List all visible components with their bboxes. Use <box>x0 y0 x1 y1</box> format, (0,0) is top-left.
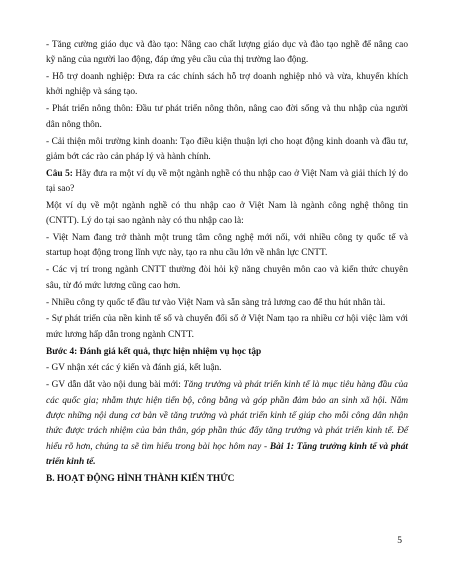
step4-line1: - GV nhận xét các ý kiến và đánh giá, kết luận. <box>46 363 222 374</box>
section-b-heading: B. HOẠT ĐỘNG HÌNH THÀNH KIẾN THỨC <box>46 473 235 484</box>
bullet-rural-development: - Phát triển nông thôn: Đầu tư phát triển nông thôn, nâng cao đời sống và thu nhập của người dân nông thôn. <box>46 104 408 130</box>
step4-line2-prefix: - GV dẫn dắt vào nội dung bài mới: <box>46 380 184 391</box>
answer-intro: Một ví dụ về một ngành nghề có thu nhập cao ở Việt Nam là ngành công nghệ thông tin (CNTT). Lý do tại sao ngành này có thu nhập cao là: <box>46 200 408 227</box>
step4-line2-italic: Tăng trưởng và phát triển kinh tế là mục tiêu hàng đầu của các quốc gia; nhằm thực hiện tiến bộ, công bằng và góp phần đảm bảo an sinh xã hội. Nắm được những nội dung cơ bản về tăng trưởng và phát triển kinh tế giúp cho mỗi công dân nhận thức được trách nhiệm của bản thân, góp phần thúc đẩy tăng trưởng và phát triển kinh tế. Để hiểu rõ hơn, chúng ta sẽ tìm hiểu trong bài học hôm nay - <box>46 380 408 452</box>
page-content <box>46 38 408 489</box>
bullet-business-support: - Hỗ trợ doanh nghiệp: Đưa ra các chính sách hỗ trợ doanh nghiệp nhỏ và vừa, khuyến khích khởi nghiệp và sáng tạo. <box>46 72 408 98</box>
reason-digital-economy: - Sự phát triển của nền kinh tế số và chuyển đổi số ở Việt Nam tạo ra nhiều cơ hội việc làm với mức lương hấp dẫn trong ngành CNTT. <box>46 314 408 340</box>
bullet-business-environment: - Cải thiện môi trường kinh doanh: Tạo điều kiện thuận lợi cho hoạt động kinh doanh và đầu tư, giảm bớt các rào cản pháp lý và hành chính. <box>46 136 408 162</box>
reason-skills: - Các vị trí trong ngành CNTT thường đòi hỏi kỹ năng chuyên môn cao và kiến thức chuyên sâu, từ đó mức lương cũng cao hơn. <box>46 265 408 291</box>
reason-tech-hub: - Việt Nam đang trở thành một trung tâm công nghệ mới nổi, với nhiều công ty quốc tế và startup hoạt động trong lĩnh vực này, tạo ra nhu cầu lớn về nhân lực CNTT. <box>46 233 408 259</box>
page-number: 5 <box>397 536 402 546</box>
question-text: Hãy đưa ra một ví dụ về một ngành nghề có thu nhập cao ở Việt Nam và giải thích lý do tại sao? <box>46 168 408 195</box>
bullet-education: - Tăng cường giáo dục và đào tạo: Nâng cao chất lượng giáo dục và đào tạo nghề để nâng cao kỹ năng của người lao động, đáp ứng yêu cầu của thị trường lao động. <box>46 40 408 66</box>
question-label: Câu 5: <box>46 168 73 179</box>
step4-line2 <box>46 378 408 470</box>
lesson-title: Bài 1: Tăng trưởng kinh tế và phát triển kinh tế. <box>46 441 408 467</box>
step4-heading: Bước 4: Đánh giá kết quả, thực hiện nhiệm vụ học tập <box>46 346 262 357</box>
reason-foreign-investment: - Nhiều công ty quốc tế đầu tư vào Việt Nam và sẵn sàng trả lương cao để thu hút nhân tài. <box>46 297 386 308</box>
question-5 <box>46 167 408 198</box>
